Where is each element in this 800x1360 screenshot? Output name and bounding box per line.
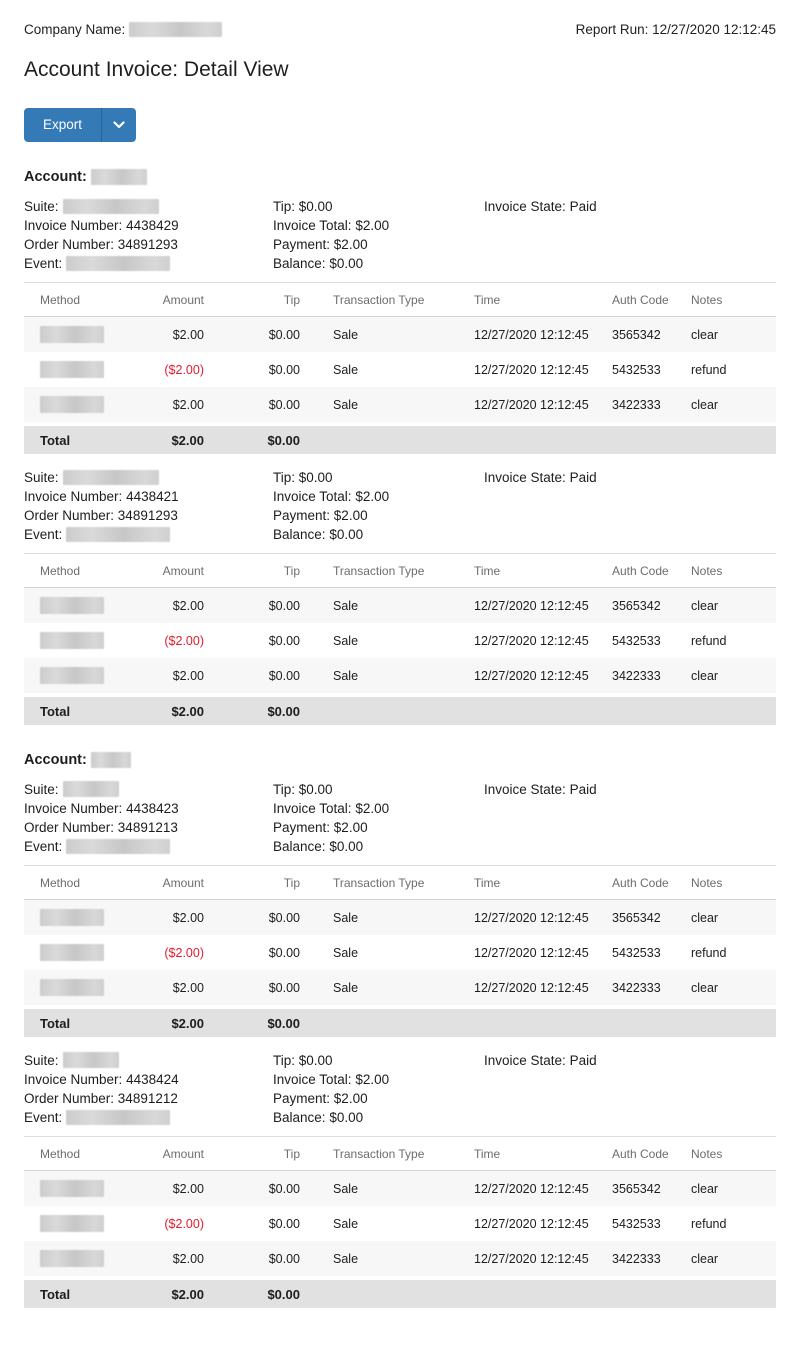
total-label: Total <box>40 703 71 719</box>
cell-transaction-type: Sale <box>333 327 359 342</box>
column-header-amount: Amount <box>162 563 204 578</box>
total-label: Total <box>40 1015 71 1031</box>
total-tip: $0.00 <box>267 703 300 719</box>
column-header-tip: Tip <box>283 292 300 307</box>
column-header-method: Method <box>40 1146 81 1161</box>
column-header-auth-code: Auth Code <box>612 1146 669 1161</box>
table-header-row <box>24 554 776 588</box>
cell-auth-code: 3565342 <box>612 910 661 925</box>
invoice-details-right <box>484 1051 776 1127</box>
payment-value: $2.00 <box>333 237 368 252</box>
invoice-details <box>24 197 776 273</box>
method-redacted <box>40 944 104 961</box>
suite-redacted <box>63 781 119 797</box>
balance-value: $0.00 <box>329 527 364 542</box>
column-header-time: Time <box>474 1146 501 1161</box>
invoice-total-value: $2.00 <box>355 218 390 233</box>
cell-transaction-type: Sale <box>333 1181 359 1196</box>
account-name-redacted <box>91 752 131 768</box>
invoice-total-value: $2.00 <box>355 1072 390 1087</box>
column-header-tip: Tip <box>283 875 300 890</box>
cell-transaction-type: Sale <box>333 945 359 960</box>
cell-notes: clear <box>691 1251 719 1266</box>
cell-amount: $2.00 <box>172 910 204 925</box>
table-row <box>24 588 776 623</box>
payment-value: $2.00 <box>333 1091 368 1106</box>
table-row <box>24 352 776 387</box>
tip-value: $0.00 <box>298 199 333 214</box>
order-number-label: Order Number: <box>24 237 115 252</box>
cell-amount: $2.00 <box>172 1181 204 1196</box>
total-amount: $2.00 <box>171 1015 204 1031</box>
event-label: Event: <box>24 527 63 542</box>
cell-transaction-type: Sale <box>333 910 359 925</box>
invoice-total-label: Invoice Total: <box>273 801 352 816</box>
cell-amount: $2.00 <box>172 397 204 412</box>
cell-tip: $0.00 <box>268 980 300 995</box>
company-name-line <box>24 22 222 37</box>
total-amount: $2.00 <box>171 1286 204 1302</box>
cell-time: 12/27/2020 12:12:45 <box>474 910 589 925</box>
total-tip: $0.00 <box>267 1286 300 1302</box>
payment-value: $2.00 <box>333 820 368 835</box>
total-row <box>24 693 776 725</box>
table-row <box>24 1206 776 1241</box>
table-row <box>24 970 776 1005</box>
invoice-number-value: 4438421 <box>126 489 179 504</box>
transactions-table <box>24 283 776 454</box>
column-header-method: Method <box>40 875 81 890</box>
method-redacted <box>40 979 104 996</box>
invoice-total-value: $2.00 <box>355 801 390 816</box>
cell-amount-negative: ($2.00) <box>164 362 204 377</box>
event-label: Event: <box>24 1110 63 1125</box>
payment-label: Payment: <box>273 508 331 523</box>
balance-label: Balance: <box>273 256 326 271</box>
cell-time: 12/27/2020 12:12:45 <box>474 980 589 995</box>
cell-notes: clear <box>691 668 719 683</box>
cell-auth-code: 5432533 <box>612 1216 661 1231</box>
order-number-value: 34891213 <box>117 820 178 835</box>
cell-time: 12/27/2020 12:12:45 <box>474 1181 589 1196</box>
cell-transaction-type: Sale <box>333 1216 359 1231</box>
tip-label: Tip: <box>273 470 296 485</box>
tip-value: $0.00 <box>298 470 333 485</box>
cell-notes: clear <box>691 397 719 412</box>
column-header-amount: Amount <box>162 875 204 890</box>
balance-value: $0.00 <box>329 1110 364 1125</box>
suite-label: Suite: <box>24 470 59 485</box>
balance-value: $0.00 <box>329 839 364 854</box>
cell-notes: clear <box>691 327 719 342</box>
column-header-amount: Amount <box>162 1146 204 1161</box>
cell-transaction-type: Sale <box>333 980 359 995</box>
suite-redacted <box>63 1052 119 1068</box>
cell-notes: refund <box>691 633 727 648</box>
invoice-details-left <box>24 197 273 273</box>
invoice-details <box>24 468 776 544</box>
method-redacted <box>40 667 104 684</box>
cell-notes: clear <box>691 980 719 995</box>
column-header-time: Time <box>474 563 501 578</box>
event-label: Event: <box>24 839 63 854</box>
cell-time: 12/27/2020 12:12:45 <box>474 668 589 683</box>
invoice-details-middle <box>273 197 484 273</box>
payment-label: Payment: <box>273 820 331 835</box>
column-header-time: Time <box>474 292 501 307</box>
account-label: Account: <box>24 169 87 185</box>
export-button[interactable] <box>24 108 101 142</box>
cell-transaction-type: Sale <box>333 633 359 648</box>
cell-notes: clear <box>691 1181 719 1196</box>
invoice-number-label: Invoice Number: <box>24 801 123 816</box>
cell-auth-code: 3565342 <box>612 327 661 342</box>
cell-auth-code: 3422333 <box>612 397 661 412</box>
method-redacted <box>40 597 104 614</box>
cell-notes: refund <box>691 945 727 960</box>
table-header-row <box>24 1137 776 1171</box>
cell-auth-code: 5432533 <box>612 945 661 960</box>
transactions-table <box>24 1137 776 1308</box>
column-header-tip: Tip <box>283 1146 300 1161</box>
cell-transaction-type: Sale <box>333 1251 359 1266</box>
tip-label: Tip: <box>273 1053 296 1068</box>
column-header-notes: Notes <box>691 563 723 578</box>
method-redacted <box>40 1250 104 1267</box>
cell-notes: clear <box>691 910 719 925</box>
table-header-row <box>24 866 776 900</box>
company-name-label: Company Name: <box>24 22 126 37</box>
tip-value: $0.00 <box>298 782 333 797</box>
suite-label: Suite: <box>24 199 59 214</box>
cell-amount: $2.00 <box>172 598 204 613</box>
payment-value: $2.00 <box>333 508 368 523</box>
event-redacted <box>66 527 170 542</box>
column-header-auth-code: Auth Code <box>612 875 669 890</box>
cell-auth-code: 5432533 <box>612 362 661 377</box>
invoice-state-value: Paid <box>569 782 597 797</box>
cell-auth-code: 5432533 <box>612 633 661 648</box>
cell-amount: $2.00 <box>172 980 204 995</box>
column-header-transaction-type: Transaction Type <box>333 875 425 890</box>
invoice-state-value: Paid <box>569 470 597 485</box>
order-number-label: Order Number: <box>24 1091 115 1106</box>
invoice-total-label: Invoice Total: <box>273 489 352 504</box>
method-redacted <box>40 632 104 649</box>
invoice-details-middle <box>273 780 484 856</box>
invoice-details-right <box>484 197 776 273</box>
company-name-redacted <box>129 22 222 37</box>
column-header-method: Method <box>40 563 81 578</box>
invoice-number-value: 4438429 <box>126 218 179 233</box>
cell-auth-code: 3422333 <box>612 1251 661 1266</box>
page-title: Account Invoice: Detail View <box>24 58 289 81</box>
invoice-details-middle <box>273 468 484 544</box>
account-heading <box>24 752 776 768</box>
account-label: Account: <box>24 752 87 768</box>
invoice-total-value: $2.00 <box>355 489 390 504</box>
total-label: Total <box>40 1286 71 1302</box>
tip-label: Tip: <box>273 199 296 214</box>
cell-tip: $0.00 <box>268 362 300 377</box>
cell-amount-negative: ($2.00) <box>164 1216 204 1231</box>
cell-tip: $0.00 <box>268 598 300 613</box>
invoice-state-label: Invoice State: <box>484 470 566 485</box>
invoice-state-value: Paid <box>569 199 597 214</box>
cell-tip: $0.00 <box>268 1181 300 1196</box>
cell-notes: clear <box>691 598 719 613</box>
transactions-table <box>24 866 776 1037</box>
invoice-state-label: Invoice State: <box>484 199 566 214</box>
cell-tip: $0.00 <box>268 1216 300 1231</box>
invoice-state-label: Invoice State: <box>484 782 566 797</box>
cell-tip: $0.00 <box>268 668 300 683</box>
cell-transaction-type: Sale <box>333 598 359 613</box>
cell-time: 12/27/2020 12:12:45 <box>474 327 589 342</box>
cell-auth-code: 3565342 <box>612 598 661 613</box>
cell-auth-code: 3422333 <box>612 980 661 995</box>
transactions-table <box>24 554 776 725</box>
invoice-total-label: Invoice Total: <box>273 1072 352 1087</box>
suite-label: Suite: <box>24 1053 59 1068</box>
total-amount: $2.00 <box>171 703 204 719</box>
invoice-details-right <box>484 780 776 856</box>
method-redacted <box>40 361 104 378</box>
cell-transaction-type: Sale <box>333 397 359 412</box>
invoice-details-left <box>24 1051 273 1127</box>
invoice-details-left <box>24 780 273 856</box>
suite-redacted <box>63 470 159 485</box>
cell-tip: $0.00 <box>268 397 300 412</box>
column-header-transaction-type: Transaction Type <box>333 292 425 307</box>
column-header-auth-code: Auth Code <box>612 563 669 578</box>
cell-tip: $0.00 <box>268 327 300 342</box>
order-number-value: 34891293 <box>117 508 178 523</box>
cell-tip: $0.00 <box>268 910 300 925</box>
total-tip: $0.00 <box>267 1015 300 1031</box>
tip-value: $0.00 <box>298 1053 333 1068</box>
cell-transaction-type: Sale <box>333 362 359 377</box>
event-redacted <box>66 1110 170 1125</box>
method-redacted <box>40 909 104 926</box>
event-label: Event: <box>24 256 63 271</box>
table-row <box>24 900 776 935</box>
cell-time: 12/27/2020 12:12:45 <box>474 633 589 648</box>
cell-time: 12/27/2020 12:12:45 <box>474 1251 589 1266</box>
total-row <box>24 422 776 454</box>
column-header-method: Method <box>40 292 81 307</box>
total-row <box>24 1276 776 1308</box>
total-row <box>24 1005 776 1037</box>
account-name-redacted <box>91 169 147 185</box>
report-run-timestamp: Report Run: 12/27/2020 12:12:45 <box>575 22 776 37</box>
cell-auth-code: 3422333 <box>612 668 661 683</box>
cell-amount: $2.00 <box>172 668 204 683</box>
table-row <box>24 935 776 970</box>
export-dropdown-toggle[interactable] <box>101 108 136 142</box>
tip-label: Tip: <box>273 782 296 797</box>
invoice-details-left <box>24 468 273 544</box>
payment-label: Payment: <box>273 1091 331 1106</box>
cell-notes: refund <box>691 362 727 377</box>
column-header-auth-code: Auth Code <box>612 292 669 307</box>
cell-transaction-type: Sale <box>333 668 359 683</box>
balance-label: Balance: <box>273 1110 326 1125</box>
column-header-tip: Tip <box>283 563 300 578</box>
cell-time: 12/27/2020 12:12:45 <box>474 1216 589 1231</box>
cell-amount-negative: ($2.00) <box>164 633 204 648</box>
suite-label: Suite: <box>24 782 59 797</box>
total-amount: $2.00 <box>171 432 204 448</box>
report-header <box>24 22 776 37</box>
invoice-number-value: 4438424 <box>126 1072 179 1087</box>
cell-amount: $2.00 <box>172 327 204 342</box>
table-row <box>24 317 776 352</box>
column-header-notes: Notes <box>691 1146 723 1161</box>
table-row <box>24 658 776 693</box>
total-label: Total <box>40 432 71 448</box>
invoice-number-label: Invoice Number: <box>24 489 123 504</box>
invoice-details <box>24 1051 776 1127</box>
method-redacted <box>40 1180 104 1197</box>
method-redacted <box>40 326 104 343</box>
column-header-transaction-type: Transaction Type <box>333 1146 425 1161</box>
method-redacted <box>40 1215 104 1232</box>
cell-time: 12/27/2020 12:12:45 <box>474 397 589 412</box>
cell-amount-negative: ($2.00) <box>164 945 204 960</box>
table-row <box>24 623 776 658</box>
balance-value: $0.00 <box>329 256 364 271</box>
export-button-label: Export <box>43 117 83 132</box>
column-header-notes: Notes <box>691 875 723 890</box>
table-row <box>24 1241 776 1276</box>
account-heading <box>24 169 776 185</box>
invoice-details <box>24 780 776 856</box>
invoice-details-middle <box>273 1051 484 1127</box>
cell-amount: $2.00 <box>172 1251 204 1266</box>
table-row <box>24 387 776 422</box>
invoice-state-label: Invoice State: <box>484 1053 566 1068</box>
order-number-label: Order Number: <box>24 820 115 835</box>
cell-time: 12/27/2020 12:12:45 <box>474 362 589 377</box>
cell-time: 12/27/2020 12:12:45 <box>474 598 589 613</box>
invoice-number-value: 4438423 <box>126 801 179 816</box>
table-row <box>24 1171 776 1206</box>
invoice-state-value: Paid <box>569 1053 597 1068</box>
column-header-notes: Notes <box>691 292 723 307</box>
invoice-total-label: Invoice Total: <box>273 218 352 233</box>
balance-label: Balance: <box>273 527 326 542</box>
column-header-time: Time <box>474 875 501 890</box>
payment-label: Payment: <box>273 237 331 252</box>
suite-redacted <box>63 199 159 214</box>
invoice-details-right <box>484 468 776 544</box>
column-header-transaction-type: Transaction Type <box>333 563 425 578</box>
order-number-value: 34891293 <box>117 237 178 252</box>
total-tip: $0.00 <box>267 432 300 448</box>
cell-time: 12/27/2020 12:12:45 <box>474 945 589 960</box>
cell-tip: $0.00 <box>268 1251 300 1266</box>
cell-auth-code: 3565342 <box>612 1181 661 1196</box>
event-redacted <box>66 256 170 271</box>
column-header-amount: Amount <box>162 292 204 307</box>
method-redacted <box>40 396 104 413</box>
event-redacted <box>66 839 170 854</box>
invoice-number-label: Invoice Number: <box>24 1072 123 1087</box>
chevron-down-icon <box>113 121 125 129</box>
cell-tip: $0.00 <box>268 633 300 648</box>
invoice-number-label: Invoice Number: <box>24 218 123 233</box>
order-number-value: 34891212 <box>117 1091 178 1106</box>
balance-label: Balance: <box>273 839 326 854</box>
export-split-button <box>24 108 136 142</box>
cell-tip: $0.00 <box>268 945 300 960</box>
order-number-label: Order Number: <box>24 508 115 523</box>
cell-notes: refund <box>691 1216 727 1231</box>
table-header-row <box>24 283 776 317</box>
